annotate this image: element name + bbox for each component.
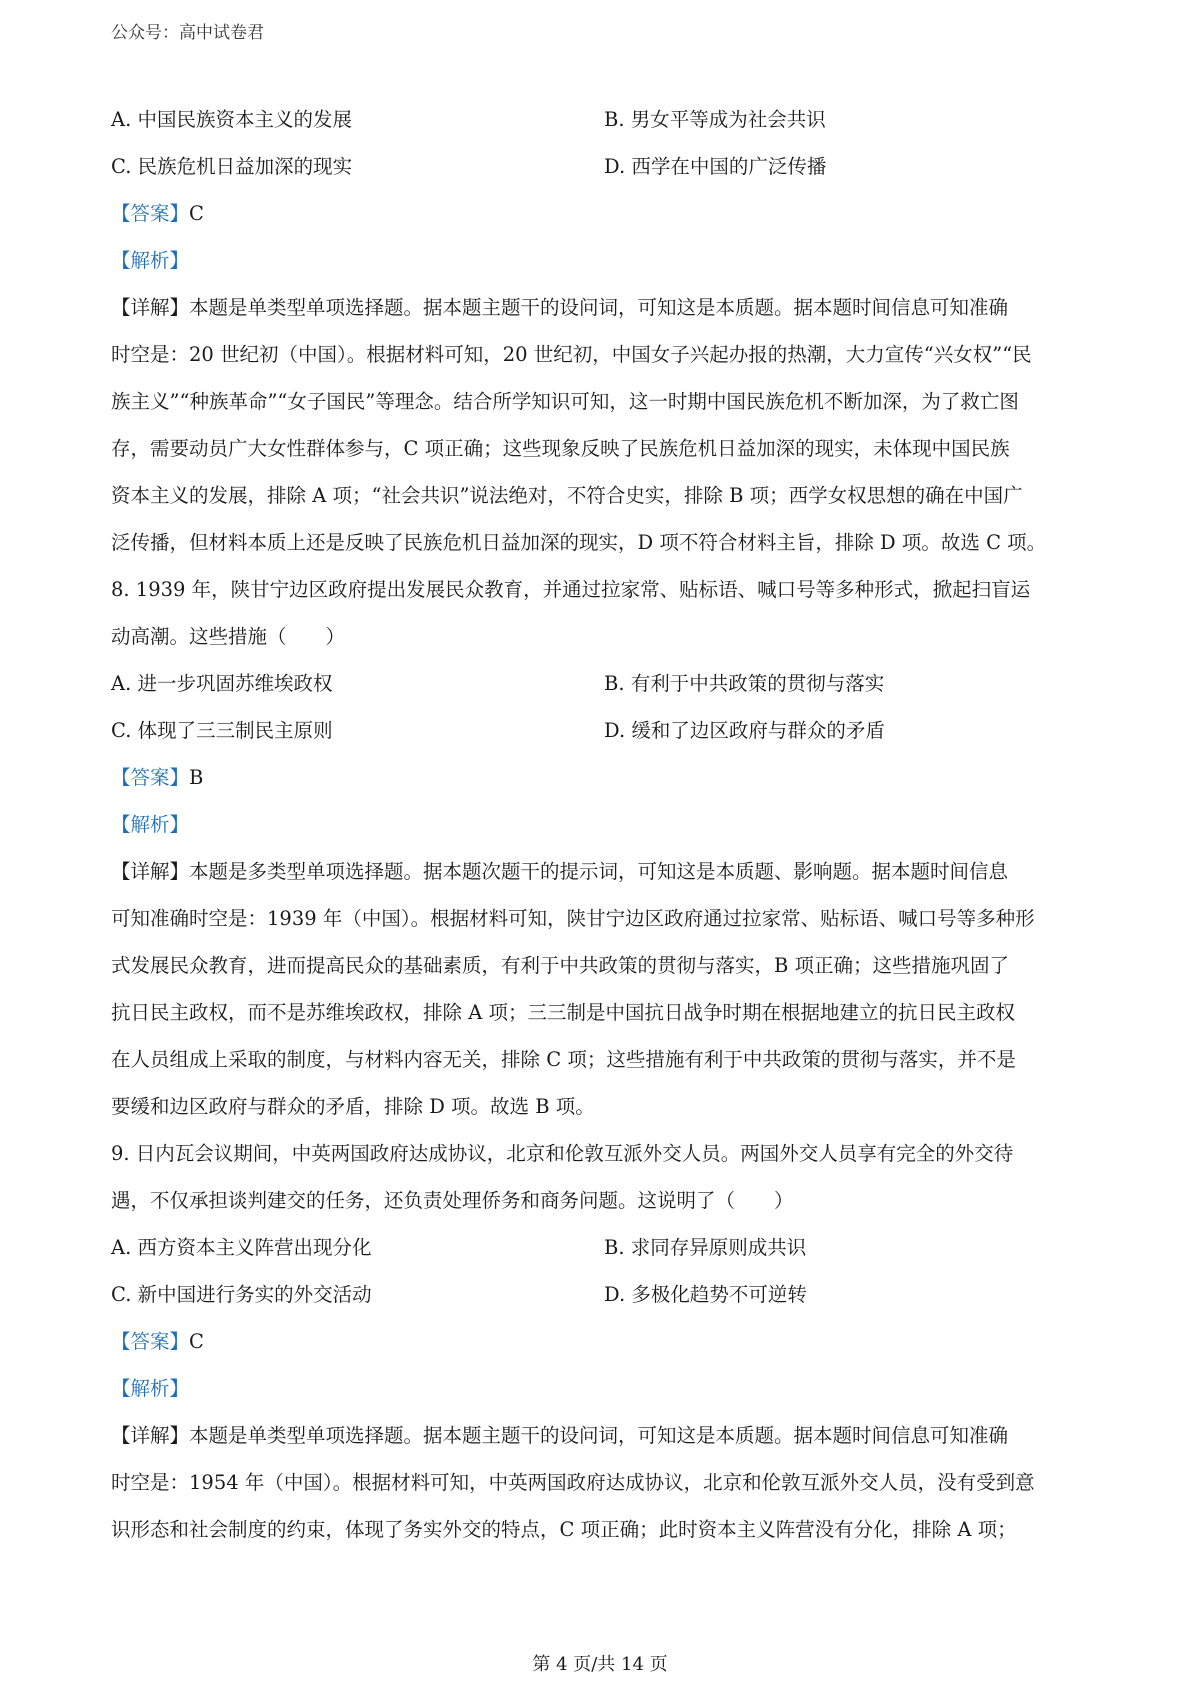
answer-value: C bbox=[189, 1330, 204, 1353]
document-body bbox=[111, 96, 1101, 1553]
answer-line bbox=[111, 190, 1101, 237]
option-b: B. 求同存异原则成共识 bbox=[604, 1236, 807, 1259]
detail-line bbox=[111, 1412, 1101, 1459]
answer-tag: 【答案】 bbox=[111, 1330, 190, 1353]
option-c: C. 民族危机日益加深的现实 bbox=[111, 155, 353, 178]
detail-line: 族主义”“种族革命”“女子国民”等理念。结合所学知识可知，这一时期中国民族危机不断加深，为了救亡图 bbox=[111, 390, 1019, 413]
option-d: D. 缓和了边区政府与群众的矛盾 bbox=[604, 719, 885, 742]
question-8 bbox=[111, 566, 1101, 1130]
detail-line: 可知准确时空是：1939 年（中国）。根据材料可知，陕甘宁边区政府通过拉家常、贴标语、喊口号等多种形 bbox=[111, 907, 1035, 930]
analysis-line bbox=[111, 801, 1101, 848]
detail-line: 在人员组成上采取的制度，与材料内容无关，排除 C 项；这些措施有利于中共政策的贯彻与落实，并不是 bbox=[111, 1048, 1016, 1071]
detail-line: 抗日民主政权，而不是苏维埃政权，排除 A 项；三三制是中国抗日战争时期在根据地建立的抗日民主政权 bbox=[111, 1001, 1015, 1024]
detail-text: 本题是多类型单项选择题。据本题次题干的提示词，可知这是本质题、影响题。据本题时间信息 bbox=[189, 860, 1009, 883]
detail-line: 资本主义的发展，排除 A 项；“社会共识”说法绝对，不符合史实，排除 B 项；西学女权思想的确在中国广 bbox=[111, 484, 1023, 507]
option-b: B. 男女平等成为社会共识 bbox=[604, 108, 826, 131]
detail-line: 要缓和边区政府与群众的矛盾，排除 D 项。故选 B 项。 bbox=[111, 1095, 595, 1118]
answer-line bbox=[111, 754, 1101, 801]
detail-line: 泛传播，但材料本质上还是反映了民族危机日益加深的现实，D 项不符合材料主旨，排除 D 项。故选 C 项。 bbox=[111, 531, 1047, 554]
options-row bbox=[111, 1271, 1101, 1318]
detail-line: 识形态和社会制度的约束，体现了务实外交的特点，C 项正确；此时资本主义阵营没有分化，排除 A 项； bbox=[111, 1518, 1017, 1541]
detail-line: 时空是：1954 年（中国）。根据材料可知，中英两国政府达成协议，北京和伦敦互派外交人员，没有受到意 bbox=[111, 1471, 1035, 1494]
options-row bbox=[111, 1224, 1101, 1271]
analysis-tag: 【解析】 bbox=[111, 249, 190, 272]
detail-line: 式发展民众教育，进而提高民众的基础素质，有利于中共政策的贯彻与落实，B 项正确；这些措施巩固了 bbox=[111, 954, 1010, 977]
answer-value: C bbox=[189, 202, 204, 225]
option-a: A. 中国民族资本主义的发展 bbox=[111, 108, 352, 131]
question-stem-line: 动高潮。这些措施（ ） bbox=[111, 625, 346, 648]
detail-text: 本题是单类型单项选择题。据本题主题干的设问词，可知这是本质题。据本题时间信息可知准确 bbox=[189, 1424, 1009, 1447]
options-row bbox=[111, 96, 1101, 143]
detail-tag: 【详解】 bbox=[111, 860, 190, 883]
detail-paragraph bbox=[111, 848, 1101, 1130]
detail-text: 本题是单类型单项选择题。据本题主题干的设问词，可知这是本质题。据本题时间信息可知准确 bbox=[189, 296, 1009, 319]
detail-tag: 【详解】 bbox=[111, 1424, 190, 1447]
detail-line bbox=[111, 848, 1101, 895]
question-9 bbox=[111, 1130, 1101, 1553]
detail-line: 时空是：20 世纪初（中国）。根据材料可知，20 世纪初，中国女子兴起办报的热潮，大力宣传“兴女权”“民 bbox=[111, 343, 1032, 366]
question-stem-line: 8. 1939 年，陕甘宁边区政府提出发展民众教育，并通过拉家常、贴标语、喊口号等多种形式，掀起扫盲运 bbox=[111, 578, 1031, 601]
options-row bbox=[111, 707, 1101, 754]
question-stem-line: 9. 日内瓦会议期间，中英两国政府达成协议，北京和伦敦互派外交人员。两国外交人员享有完全的外交待 bbox=[111, 1142, 1014, 1165]
option-d: D. 西学在中国的广泛传播 bbox=[604, 155, 827, 178]
option-a: A. 西方资本主义阵营出现分化 bbox=[111, 1236, 372, 1259]
question-stem-line: 遇，不仅承担谈判建交的任务，还负责处理侨务和商务问题。这说明了（ ） bbox=[111, 1189, 794, 1212]
detail-paragraph bbox=[111, 284, 1101, 566]
option-c: C. 新中国进行务实的外交活动 bbox=[111, 1283, 372, 1306]
answer-value: B bbox=[189, 766, 204, 789]
page-footer: 第 4 页/共 14 页 bbox=[532, 1654, 668, 1675]
question-7 bbox=[111, 96, 1101, 566]
answer-line bbox=[111, 1318, 1101, 1365]
analysis-tag: 【解析】 bbox=[111, 1377, 190, 1400]
option-a: A. 进一步巩固苏维埃政权 bbox=[111, 672, 333, 695]
page-header: 公众号：高中试卷君 bbox=[111, 23, 264, 43]
answer-tag: 【答案】 bbox=[111, 202, 190, 225]
detail-line bbox=[111, 284, 1101, 331]
option-d: D. 多极化趋势不可逆转 bbox=[604, 1283, 807, 1306]
option-b: B. 有利于中共政策的贯彻与落实 bbox=[604, 672, 885, 695]
detail-line: 存，需要动员广大女性群体参与，C 项正确；这些现象反映了民族危机日益加深的现实，未体现中国民族 bbox=[111, 437, 1010, 460]
option-c: C. 体现了三三制民主原则 bbox=[111, 719, 333, 742]
analysis-line bbox=[111, 237, 1101, 284]
options-row bbox=[111, 143, 1101, 190]
options-row bbox=[111, 660, 1101, 707]
detail-paragraph bbox=[111, 1412, 1101, 1553]
analysis-line bbox=[111, 1365, 1101, 1412]
answer-tag: 【答案】 bbox=[111, 766, 190, 789]
detail-tag: 【详解】 bbox=[111, 296, 190, 319]
analysis-tag: 【解析】 bbox=[111, 813, 190, 836]
